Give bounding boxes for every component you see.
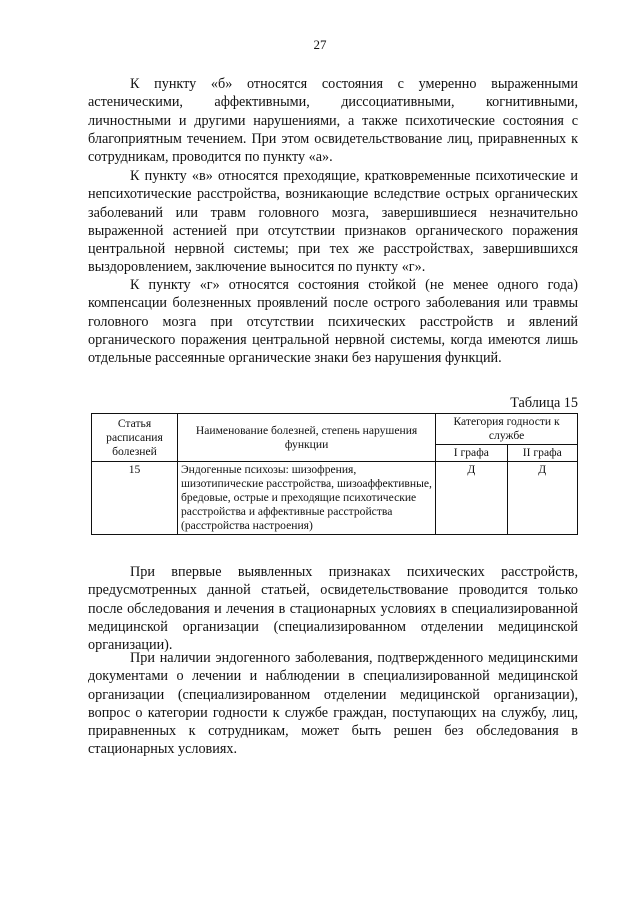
header-name: Наименование болезней, степень нарушения функции bbox=[178, 414, 436, 462]
page-number: 27 bbox=[313, 37, 327, 52]
cell-article: 15 bbox=[92, 462, 178, 535]
paragraph-first-detected: При впервые выявленных признаках психических расстройств, предусмотренных данной статьей, освидетельствование проводится только после обследования и лечения в стационарных условиях в специализированной медицинской организации (специализированном отделении медицинской организации). bbox=[88, 564, 578, 654]
paragraph-item-g: К пункту «г» относятся состояния стойкой (не менее одного года) компенсации болезненных проявлений после острого заболевания или травмы головного мозга при отсутствии психических расстройств и явлений органического поражения центральной нервной системы, когда имеются лишь отдельные рассеянные органические знаки без нарушения функций. bbox=[88, 277, 578, 367]
paragraph-item-v: К пункту «в» относятся преходящие, кратковременные психотические и непсихотические расстройства, возникающие вследствие острых органических заболеваний или травм головного мозга, завершившиеся незначительно выраженной астенией при отсутствии признаков органического поражения центральной нервной системы; при тех же расстройствах, завершившихся выздоровлением, заключение выносится по пункту «г». bbox=[88, 168, 578, 276]
header-graph-1: I графа bbox=[436, 445, 507, 462]
header-article: Статья расписания болезней bbox=[92, 414, 178, 462]
cell-graph-1: Д bbox=[436, 462, 507, 535]
disease-table bbox=[91, 413, 578, 535]
header-graph-2: II графа bbox=[507, 445, 577, 462]
table-header-row bbox=[92, 414, 578, 445]
paragraph-item-b: К пункту «б» относятся состояния с умеренно выраженными астеническими, аффективными, диссоциативными, когнитивными, личностными и другими нарушениями, а также психотические состояния с благоприятным течением. При этом освидетельствование лиц, приравненных к сотрудникам, проводится по пункту «а». bbox=[88, 76, 578, 166]
header-category: Категория годности к службе bbox=[436, 414, 578, 445]
cell-name: Эндогенные психозы: шизофрения, шизотипические расстройства, шизоаффективные, бредовые, острые и преходящие психотические расстройства и аффективные расстройства (расстройства настроения) bbox=[178, 462, 436, 535]
table-row bbox=[92, 462, 578, 535]
cell-graph-2: Д bbox=[507, 462, 577, 535]
table-caption: Таблица 15 bbox=[510, 395, 578, 411]
paragraph-endogenous: При наличии эндогенного заболевания, подтвержденного медицинскими документами о лечении и наблюдении в специализированной медицинской организации (специализированном отделении медицинской организации), вопрос о категории годности к службе граждан, поступающих на службу, лиц, приравненных к сотрудникам, может быть решен без обследования в стационарных условиях. bbox=[88, 650, 578, 758]
